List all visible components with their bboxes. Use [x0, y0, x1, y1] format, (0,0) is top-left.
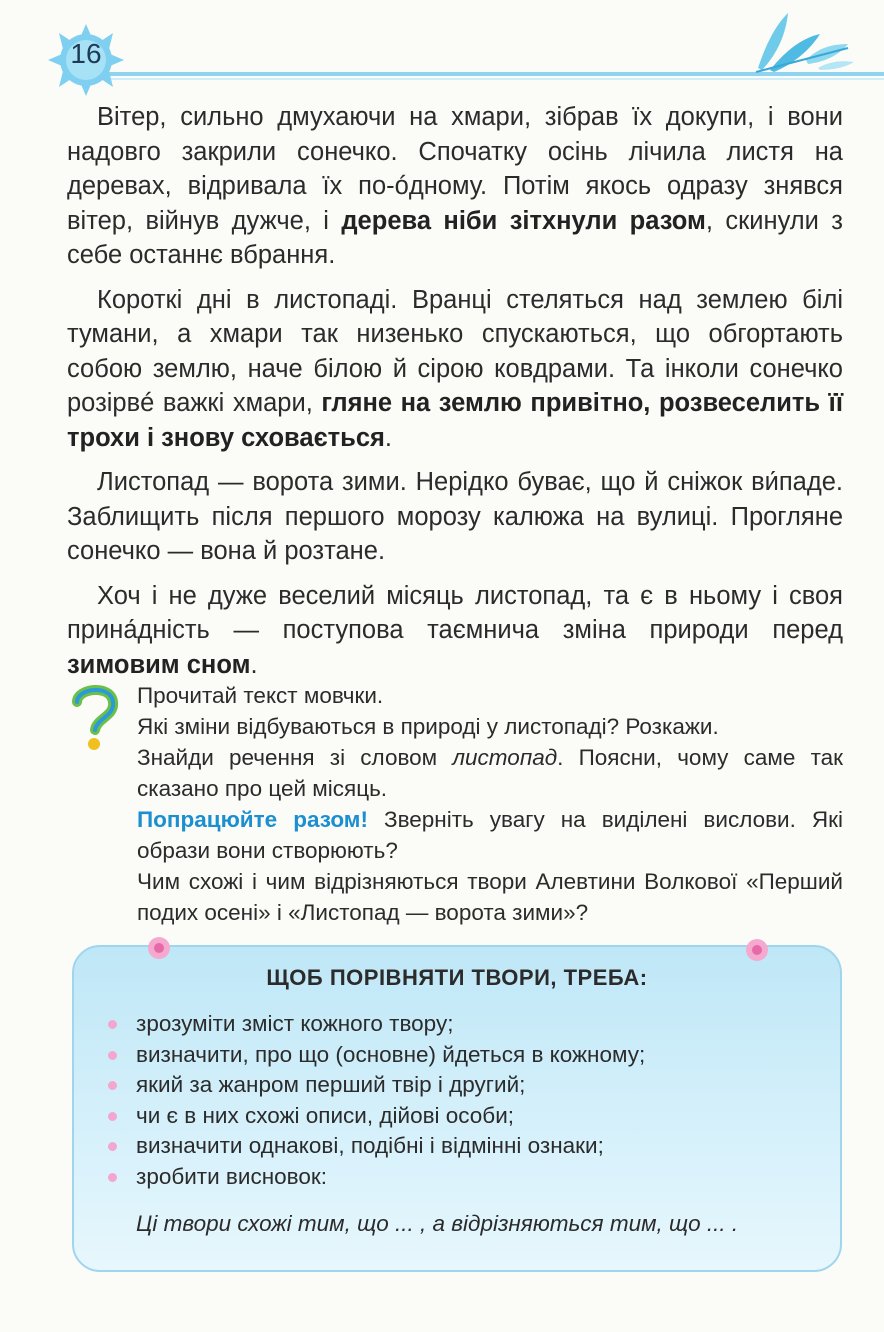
bullet-icon [108, 1020, 117, 1029]
question-mark-icon [67, 682, 121, 752]
text-segment: . [384, 423, 392, 452]
rule-item [104, 1101, 824, 1132]
bullet-icon [108, 1081, 117, 1090]
question-3 [137, 742, 843, 804]
question-5: Чим схожі і чим відрізняються твори Алевтини Волкової «Перший подих осені» і «Листопад — ворота зими»? [137, 869, 843, 925]
rule-list [104, 1009, 824, 1192]
bullet-icon [108, 1173, 117, 1182]
rule-title: ЩОБ ПОРІВНЯТИ ТВОРИ, ТРЕБА: [266, 965, 648, 990]
flower-pin-icon [744, 937, 770, 963]
question-4 [137, 804, 843, 866]
text-segment: Зверніть увагу на виділені вислови. Які образи вони створюють? [137, 807, 843, 863]
question-1: Прочитай текст мовчки. [137, 683, 384, 708]
text-segment: . [250, 650, 258, 679]
text-segment: Хоч і не дуже веселий місяць листопад, та є в ньому і своя прина́дність — поступова таємнича зміна природи перед [67, 581, 843, 644]
bullet-icon [108, 1051, 117, 1060]
rule-item [104, 1131, 824, 1162]
rule-item [104, 1070, 824, 1101]
highlighted-phrase: гляне на землю привітно, розвеселить її трохи і знову сховається [67, 389, 843, 452]
text-segment: Листопад — ворота зими. Нерідко буває, що й сніжок ви́паде. Заблищить після першого морозу калюжа на вулиці. Прогляне сонечко — вона й розтане. [67, 468, 843, 565]
bullet-icon [108, 1112, 117, 1121]
text-segment: Короткі дні в листопаді. Вранці стеляться над землею білі тумани, а хмари так низенько спускаються, що обгортають собою землю, наче білою й сірою ковдрами. Та інколи сонечко розірвé важкі хмари, [67, 285, 843, 417]
page-header [0, 0, 884, 100]
paragraph-2 [67, 283, 843, 456]
rule-item-text: визначити, про що (основне) йдеться в кожному; [136, 1041, 646, 1067]
rule-item [104, 1162, 824, 1193]
paragraph-1 [67, 100, 843, 273]
text-segment: , скинули з себе останнє вбрання. [67, 206, 843, 269]
paragraph-4 [67, 579, 843, 683]
text-segment: Вітер, сильно дмухаючи на хмари, зібрав їх докупи, і вони надовго закрили сонечко. Спочатку осінь лічила листя на деревах, відривала їх по-óдному. Потім якось одразу знявся вітер, війнув дужче, і [67, 103, 843, 235]
leaf-ornament-icon [748, 8, 858, 74]
text-segment: . Поясни, чому саме так сказано про цей місяць. [137, 745, 843, 801]
highlighted-phrase: дерева ніби зітхнули разом [341, 206, 706, 235]
questions-block [67, 680, 843, 928]
italic-word: листопад [452, 745, 558, 770]
rule-item [104, 1009, 824, 1040]
rule-item-text: чи є в них схожі описи, дійові особи; [136, 1102, 515, 1128]
rule-item-text: визначити однакові, подібні і відмінні ознаки; [136, 1133, 604, 1158]
header-rule-thin [100, 78, 884, 80]
paragraph-3 [67, 465, 843, 569]
highlighted-phrase: зимовим сном [67, 650, 251, 679]
question-2: Які зміни відбуваються в природі у листопаді? Розкажи. [137, 714, 719, 739]
page-number: 16 [70, 38, 102, 69]
rule-item [104, 1040, 824, 1071]
text-segment: Знайди речення зі словом [137, 745, 453, 770]
bullet-icon [108, 1142, 117, 1151]
reading-text [67, 100, 843, 692]
rule-item-text: зробити висновок: [136, 1163, 327, 1189]
rule-box [72, 945, 842, 1272]
rule-item-text: який за жанром перший твір і другий; [136, 1072, 526, 1097]
teamwork-label: Попрацюйте разом! [137, 807, 368, 832]
flower-pin-icon [146, 935, 172, 961]
rule-item-text: зрозуміти зміст кожного твору; [136, 1011, 454, 1036]
rule-conclusion: Ці твори схожі тим, що ... , а відрізняються тим, що ... . [136, 1211, 739, 1236]
